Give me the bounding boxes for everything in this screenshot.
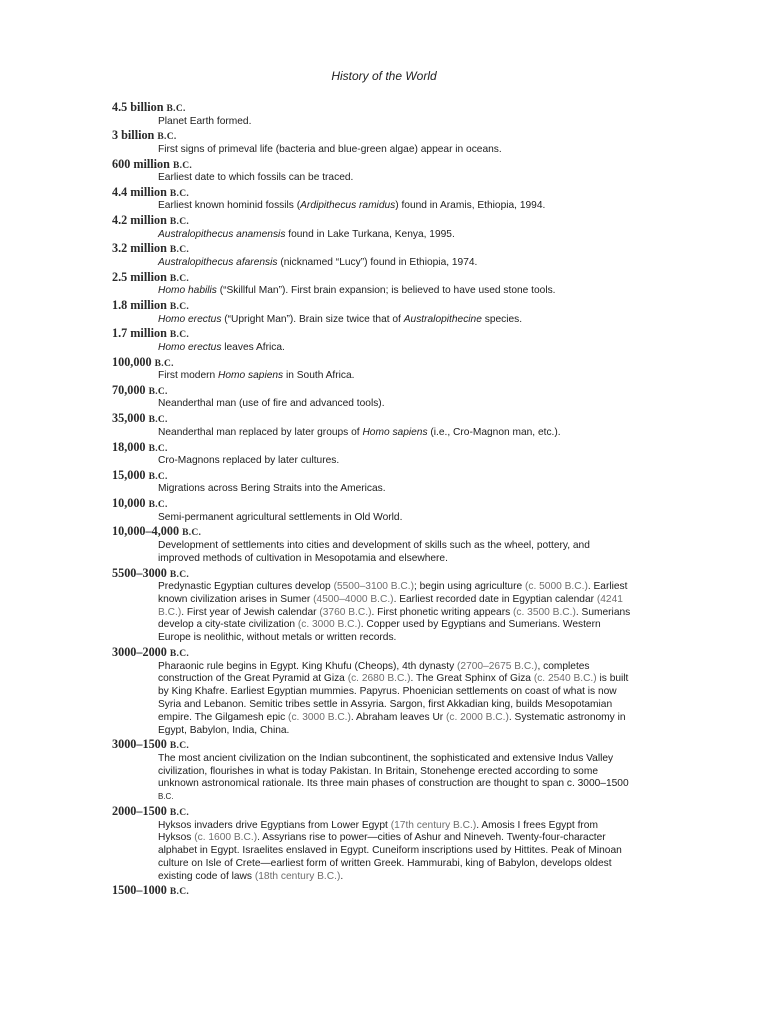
timeline-entry	[112, 411, 652, 439]
timeline-entry	[112, 524, 652, 565]
entry-date: 600 million B.C.	[112, 156, 193, 171]
entry-date: 18,000 B.C.	[112, 439, 168, 454]
timeline-entry	[112, 383, 652, 411]
entry-description: Earliest date to which fossils can be traced.	[158, 172, 354, 184]
entry-date: 3000–2000 B.C.	[112, 645, 190, 660]
entry-description: Development of settlements into cities and development of skills such as the wheel, pottery, and improved methods of cultivation in Mesopotamia and elsewhere.	[158, 539, 590, 564]
entry-date: 35,000 B.C.	[112, 411, 168, 426]
timeline-entry	[112, 185, 652, 213]
entry-date: 4.4 million B.C.	[112, 184, 190, 199]
timeline-entry	[112, 241, 652, 269]
timeline-list	[112, 100, 652, 899]
timeline-entry	[112, 298, 652, 326]
entry-description: Hyksos invaders drive Egyptians from Lower Egypt (17th century B.C.). Amosis I frees Egypt from Hyksos (c. 1600 B.C.). Assyrians rise to power—cities of Ashur and Nineveh. Twenty-four-character alphabet in Egypt. Israelites enslaved in Egypt. Cuneiform inscriptions used by Hittites. Peak of Minoan culture on Isle of Crete—earliest form of written Greek. Hammurabi, king of Babylon, develops oldest existing code of laws (18th century B.C.).	[158, 819, 622, 882]
entry-description: Homo erectus leaves Africa.	[158, 341, 285, 353]
entry-date: 3.2 million B.C.	[112, 241, 190, 256]
entry-date: 70,000 B.C.	[112, 382, 168, 397]
entry-description: Cro-Magnons replaced by later cultures.	[158, 455, 340, 467]
entry-description: Neanderthal man (use of fire and advanced tools).	[158, 398, 385, 410]
timeline-entry	[112, 804, 652, 883]
entry-description: Pharaonic rule begins in Egypt. King Khufu (Cheops), 4th dynasty (2700–2675 B.C.), completes construction of the Great Pyramid at Giza (c. 2680 B.C.). The Great Sphinx of Giza (c. 2540 B.C.) is built by King Khafre. Earliest Egyptian mummies. Papyrus. Phoenician settlements on coast of what is now Syria and Lebanon. Semitic tribes settle in Assyria. Sargon, first Akkadian king, builds Mesopotamian empire. The Gilgamesh epic (c. 3000 B.C.). Abraham leaves Ur (c. 2000 B.C.). Systematic astronomy in Egypt, Babylon, India, China.	[158, 660, 629, 736]
timeline-entry	[112, 355, 652, 383]
entry-description: Neanderthal man replaced by later groups of Homo sapiens (i.e., Cro-Magnon man, etc.).	[158, 426, 561, 438]
entry-description: The most ancient civilization on the Indian subcontinent, the sophisticated and extensive Indus Valley civilization, flourishes in what is today Pakistan. In Britain, Stonehenge erected according to some unknown astronomical rationale. Its three main phases of construction are thought to span c. 3000–1500 B.C.	[158, 752, 629, 802]
entry-description: Earliest known hominid fossils (Ardipithecus ramidus) found in Aramis, Ethiopia, 1994.	[158, 200, 546, 212]
entry-description: Homo habilis (“Skillful Man”). First brain expansion; is believed to have used stone tools.	[158, 285, 556, 297]
entry-date: 1.7 million B.C.	[112, 326, 190, 341]
timeline-entry	[112, 566, 652, 645]
entry-date: 2.5 million B.C.	[112, 269, 190, 284]
entry-date: 1500–1000 B.C.	[112, 883, 190, 898]
entry-date: 3 billion B.C.	[112, 128, 177, 143]
entry-date: 4.5 billion B.C.	[112, 100, 186, 114]
entry-description: Homo erectus (“Upright Man”). Brain size twice that of Australopithecine species.	[158, 313, 523, 325]
timeline-entry	[112, 157, 652, 185]
entry-date: 15,000 B.C.	[112, 467, 168, 482]
timeline-entry	[112, 496, 652, 524]
entry-description: Planet Earth formed.	[158, 115, 252, 127]
timeline-entry	[112, 213, 652, 241]
timeline-entry	[112, 737, 652, 804]
entry-description: First modern Homo sapiens in South Africa.	[158, 370, 355, 382]
entry-description: Australopithecus anamensis found in Lake Turkana, Kenya, 1995.	[158, 228, 455, 240]
entry-date: 1.8 million B.C.	[112, 298, 190, 313]
entry-date: 3000–1500 B.C.	[112, 737, 190, 752]
timeline-entry	[112, 326, 652, 354]
timeline-entry	[112, 100, 652, 128]
entry-description: Migrations across Bering Straits into the Americas.	[158, 483, 386, 495]
timeline-entry	[112, 883, 652, 899]
entry-date: 2000–1500 B.C.	[112, 804, 190, 818]
entry-date: 100,000 B.C.	[112, 354, 174, 369]
timeline-entry	[112, 645, 652, 737]
timeline-entry	[112, 128, 652, 156]
entry-description: First signs of primeval life (bacteria and blue-green algae) appear in oceans.	[158, 143, 502, 155]
entry-date: 10,000 B.C.	[112, 496, 168, 511]
entry-date: 4.2 million B.C.	[112, 213, 190, 228]
entry-description: Australopithecus afarensis (nicknamed “Lucy”) found in Ethiopia, 1974.	[158, 256, 478, 268]
timeline-entry	[112, 440, 652, 468]
page-title: History of the World	[331, 69, 437, 83]
entry-date: 10,000–4,000 B.C.	[112, 524, 202, 539]
timeline-entry	[112, 468, 652, 496]
entry-date: 5500–3000 B.C.	[112, 565, 190, 580]
entry-description: Predynastic Egyptian cultures develop (5500–3100 B.C.); begin using agriculture (c. 5000 B.C.). Earliest known civilization arises in Sumer (4500–4000 B.C.). Earliest recorded date in Egyptian calendar (4241 B.C.). First year of Jewish calendar (3760 B.C.). First phonetic writing appears (c. 3500 B.C.). Sumerians develop a city-state civilization (c. 3000 B.C.). Copper used by Egyptians and Sumerians. Western Europe is neolithic, without metals or written records.	[158, 581, 631, 644]
timeline-entry	[112, 270, 652, 298]
entry-description: Semi-permanent agricultural settlements in Old World.	[158, 511, 403, 523]
